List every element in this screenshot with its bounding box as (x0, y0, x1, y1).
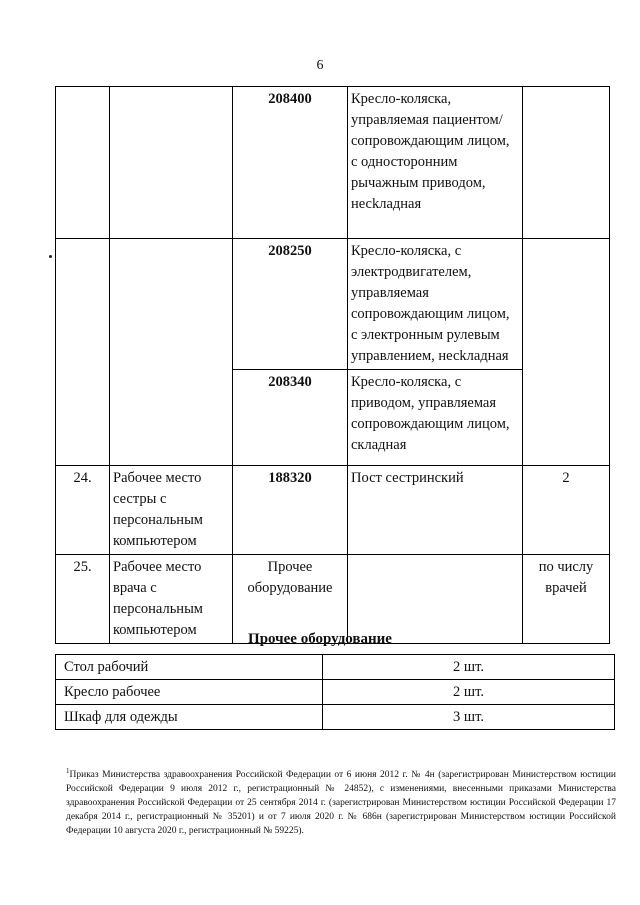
other-equipment-table (55, 654, 615, 730)
row-number-cell: 24. (56, 466, 110, 555)
table-row (56, 705, 615, 730)
item-name-cell: Кресло рабочее (56, 680, 323, 705)
code-cell: 208400 (233, 87, 348, 239)
table-row (56, 466, 610, 555)
workplace-cell: Рабочее место врача с персональным компьютером (110, 555, 233, 644)
code-cell: 188320 (233, 466, 348, 555)
table-row (56, 655, 615, 680)
workplace-cell (110, 87, 233, 239)
scan-artifact-dot (49, 255, 52, 258)
quantity-cell (523, 239, 610, 466)
equipment-name-cell: Кресло-коляска, с электродвигателем, управляемая сопровождающим лицом, с электронным рулевым управлением, несkладная (348, 239, 523, 370)
equipment-name-cell: Кресло-коляска, с приводом, управляемая сопровождающим лицом, складная (348, 370, 523, 466)
other-equipment-heading: Прочее оборудование (248, 631, 392, 647)
item-qty-cell: 2 шт. (323, 680, 615, 705)
quantity-cell: по числу врачей (523, 555, 610, 644)
quantity-cell (523, 87, 610, 239)
item-qty-cell: 2 шт. (323, 655, 615, 680)
workplace-cell: Рабочее место сестры с персональным компьютером (110, 466, 233, 555)
item-name-cell: Стол рабочий (56, 655, 323, 680)
code-cell: 208340 (233, 370, 348, 466)
row-number-cell: 25. (56, 555, 110, 644)
footnote-marker: 1 (66, 767, 70, 775)
equipment-name-cell: Кресло-коляска, управляемая пациентом/ сопровождающим лицом, с односторонним рычажным приводом, несkладная (348, 87, 523, 239)
page-number: 6 (316, 58, 324, 73)
item-qty-cell: 3 шт. (323, 705, 615, 730)
footnote-text: Приказ Министерства здравоохранения Российской Федерации от 6 июня 2012 г. № 4н (зарегистрирован Министерством юстиции Российской Федерации 9 июля 2012 г., регистрационный № 24852), с изменениями, внесенными приказами Министерства здравоохранения Российской Федерации от 25 сентября 2014 г. (зарегистрирован Министерством юстиции Российской Федерации 17 декабря 2014 г., регистрационный № 35201) и от 7 июля 2020 г. № 686н (зарегистрирован Министерством юстиции Российской Федерации 10 августа 2020 г., регистрационный № 59225). (66, 770, 616, 837)
table-row (56, 680, 615, 705)
row-number-cell (56, 87, 110, 239)
code-cell: 208250 (233, 239, 348, 370)
equipment-name-cell: Пост сестринский (348, 466, 523, 555)
table-row (56, 87, 610, 239)
table-row (56, 239, 610, 370)
code-cell: Прочее оборудование (233, 555, 348, 644)
footnote (66, 764, 616, 838)
equipment-table (55, 86, 610, 644)
quantity-cell: 2 (523, 466, 610, 555)
row-number-cell (56, 239, 110, 466)
item-name-cell: Шкаф для одежды (56, 705, 323, 730)
workplace-cell (110, 239, 233, 466)
